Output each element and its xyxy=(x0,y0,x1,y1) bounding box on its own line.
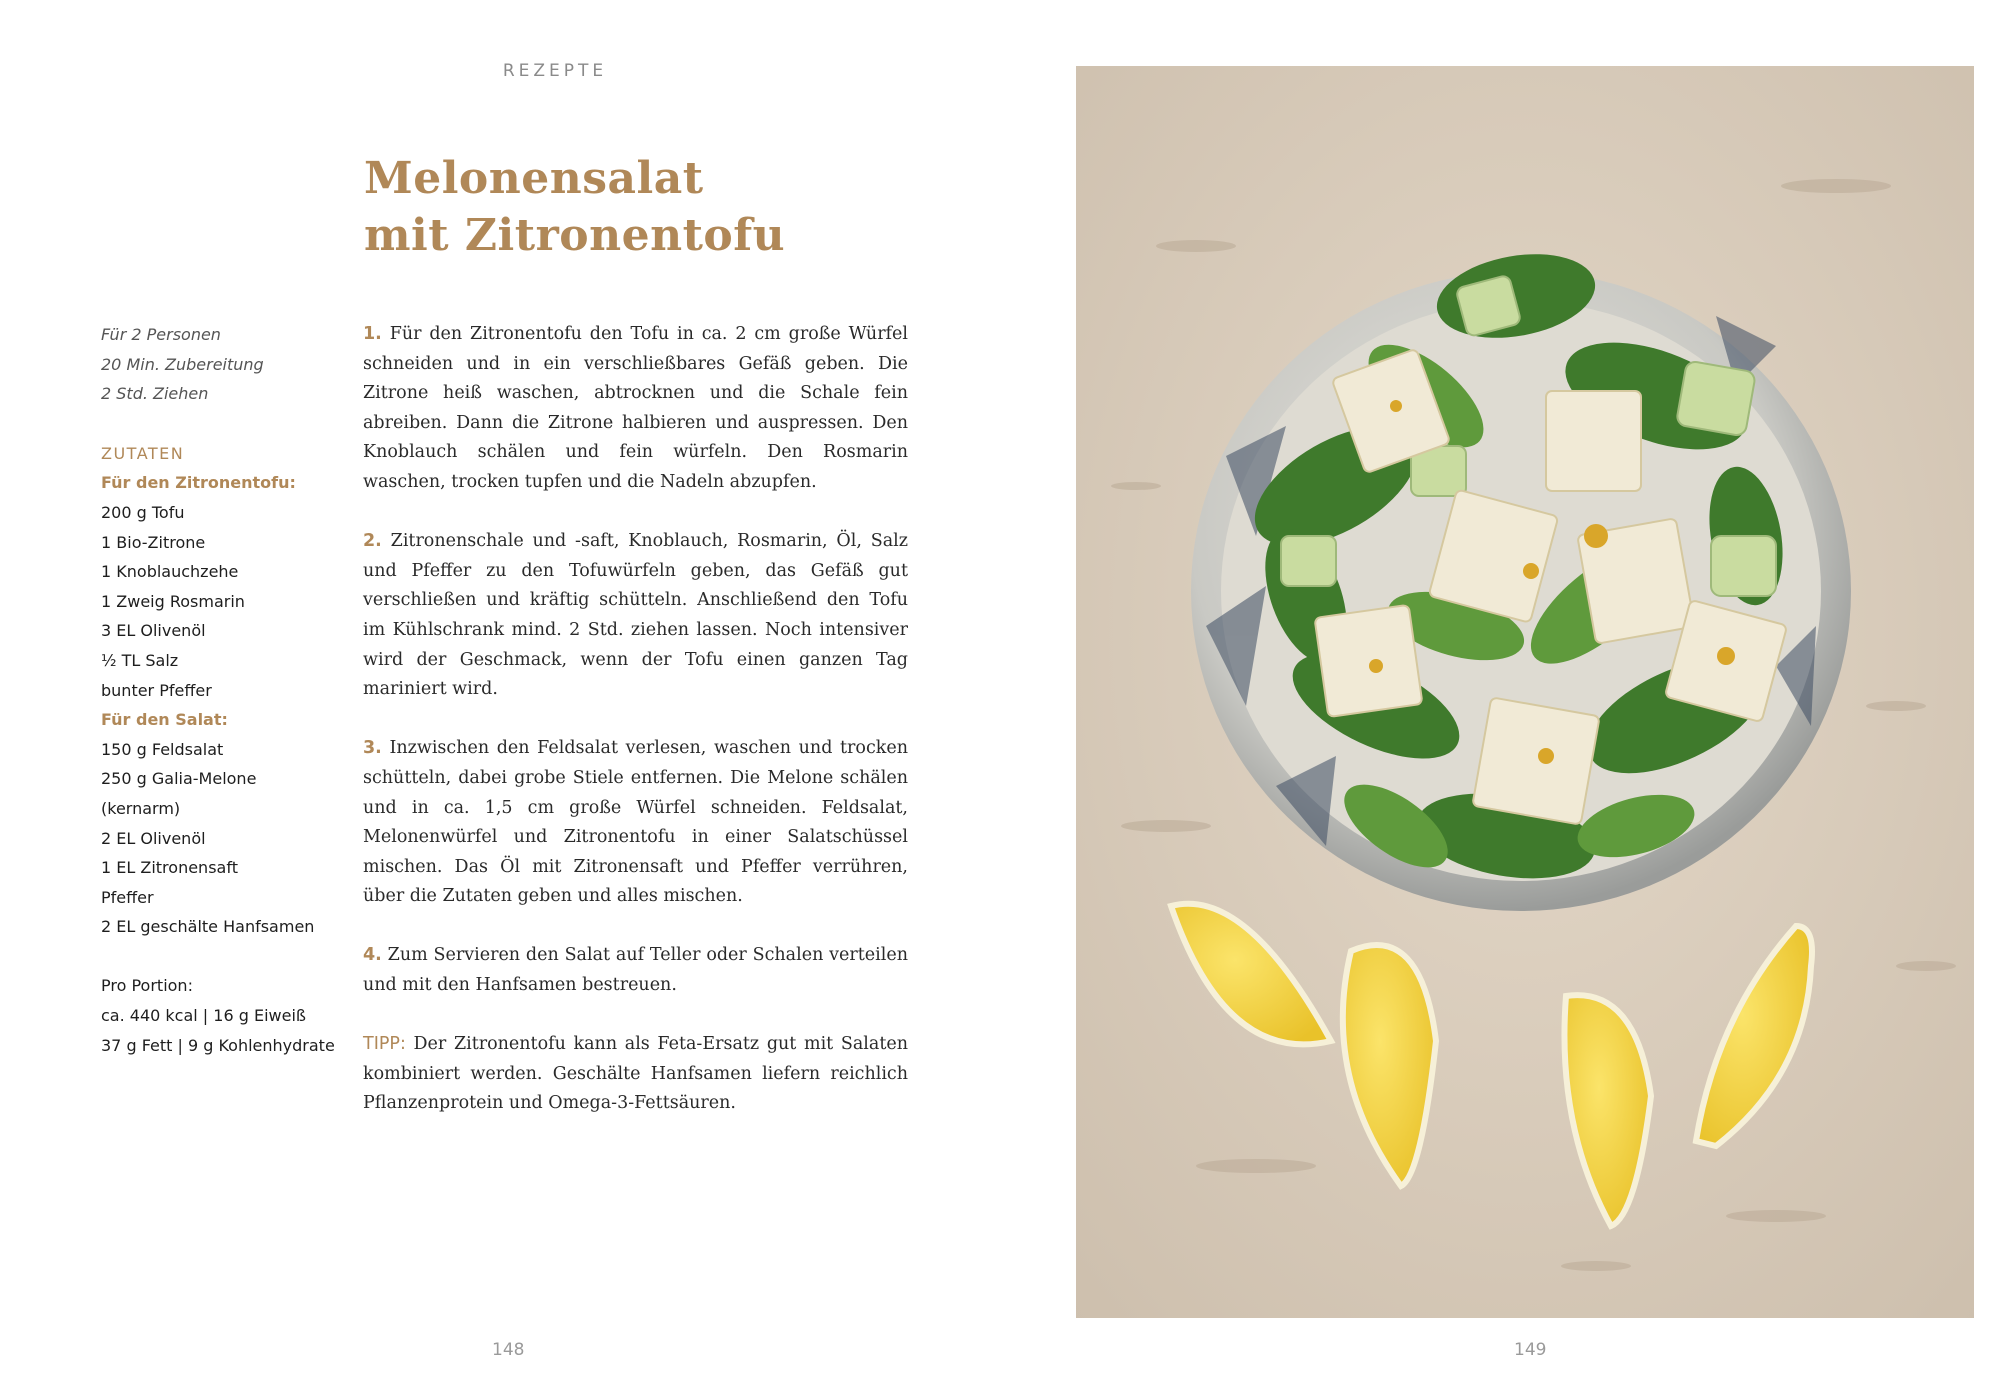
tip xyxy=(363,1030,908,1119)
step-text: Inzwischen den Feldsalat verlesen, waschen und trocken schütteln, dabei grobe Stiele entfernen. Die Melone schälen und in ca. 1,5 cm große Würfel schneiden. Feldsalat, Melonenwürfel und Zitronentofu in einer Salatschüssel mischen. Das Öl mit Zitronensaft und Pfeffer verrühren, über die Zutaten geben und alles mischen. xyxy=(363,738,908,907)
salad-photo-illustration xyxy=(1076,66,1974,1318)
ingredient-item: 1 Zweig Rosmarin xyxy=(101,591,245,611)
step-number: 4. xyxy=(363,945,382,966)
title-line-1: Melonensalat xyxy=(364,153,704,204)
step-text: Zum Servieren den Salat auf Teller oder Schalen verteilen und mit den Hanfsamen bestreuen. xyxy=(363,945,908,996)
step-text: Für den Zitronentofu den Tofu in ca. 2 cm große Würfel schneiden und in ein verschließbares Gefäß geben. Die Zitrone heiß waschen, abtrocknen und die Schale fein abreiben. Dann die Zitrone halbieren und auspressen. Den Knoblauch schälen und fein würfeln. Den Rosmarin waschen, trocken tupfen und die Nadeln abzupfen. xyxy=(363,324,908,492)
recipe-title xyxy=(364,150,1064,264)
ingredient-group-title: Für den Salat: xyxy=(101,710,228,730)
ingredient-item: 150 g Feldsalat xyxy=(101,739,224,759)
prep-time: 20 Min. Zubereitung xyxy=(101,354,264,374)
step-number: 1. xyxy=(363,324,382,344)
nutrition-line: ca. 440 kcal | 16 g Eiweiß xyxy=(101,1006,306,1026)
ingredient-item: Pfeffer xyxy=(101,887,154,907)
tip-label: TIPP: xyxy=(363,1034,406,1055)
ingredient-item: bunter Pfeffer xyxy=(101,680,212,700)
ingredient-item: 200 g Tofu xyxy=(101,502,185,522)
page-number-right: 149 xyxy=(1514,1340,1547,1360)
step-number: 2. xyxy=(363,531,382,552)
ingredient-item: 2 EL geschälte Hanfsamen xyxy=(101,917,315,937)
page-number-left: 148 xyxy=(492,1340,525,1360)
ingredient-item: (kernarm) xyxy=(101,798,181,818)
ingredient-item: 2 EL Olivenöl xyxy=(101,828,206,848)
ingredients-sidebar xyxy=(101,320,341,1060)
tip-text: Der Zitronentofu kann als Feta-Ersatz gut mit Salaten kombiniert werden. Geschälte Hanfsamen liefern reichlich Pflanzenprotein und Omega-3-Fettsäuren. xyxy=(363,1034,908,1114)
ingredient-item: ½ TL Salz xyxy=(101,650,179,670)
instructions xyxy=(363,320,908,1149)
ingredient-item: 1 EL Zitronensaft xyxy=(101,858,238,878)
ingredients-heading: ZUTATEN xyxy=(101,443,185,463)
step-4 xyxy=(363,941,908,1000)
step-number: 3. xyxy=(363,738,382,759)
ingredient-item: 250 g Galia-Melone xyxy=(101,769,257,789)
step-1 xyxy=(363,320,908,498)
ingredient-group-title: Für den Zitronentofu: xyxy=(101,473,296,493)
rest-time: 2 Std. Ziehen xyxy=(101,384,209,404)
title-line-2: mit Zitronentofu xyxy=(364,210,786,261)
nutrition-label: Pro Portion: xyxy=(101,976,193,996)
nutrition-line: 37 g Fett | 9 g Kohlenhydrate xyxy=(101,1035,335,1055)
ingredient-item: 1 Bio-Zitrone xyxy=(101,532,206,552)
section-label: REZEPTE xyxy=(502,61,608,81)
step-2 xyxy=(363,527,908,705)
salad-photo xyxy=(1076,66,1974,1318)
step-text: Zitronenschale und -saft, Knoblauch, Rosmarin, Öl, Salz und Pfeffer zu den Tofuwürfeln geben, das Gefäß gut verschließen und kräftig schütteln. Anschließend den Tofu im Kühlschrank mind. 2 Std. ziehen lassen. Noch intensiver wird der Geschmack, wenn der Tofu einen ganzen Tag mariniert wird. xyxy=(363,531,908,700)
ingredient-item: 3 EL Olivenöl xyxy=(101,621,206,641)
ingredient-item: 1 Knoblauchzehe xyxy=(101,562,239,582)
servings: Für 2 Personen xyxy=(101,325,221,344)
step-3 xyxy=(363,734,908,912)
